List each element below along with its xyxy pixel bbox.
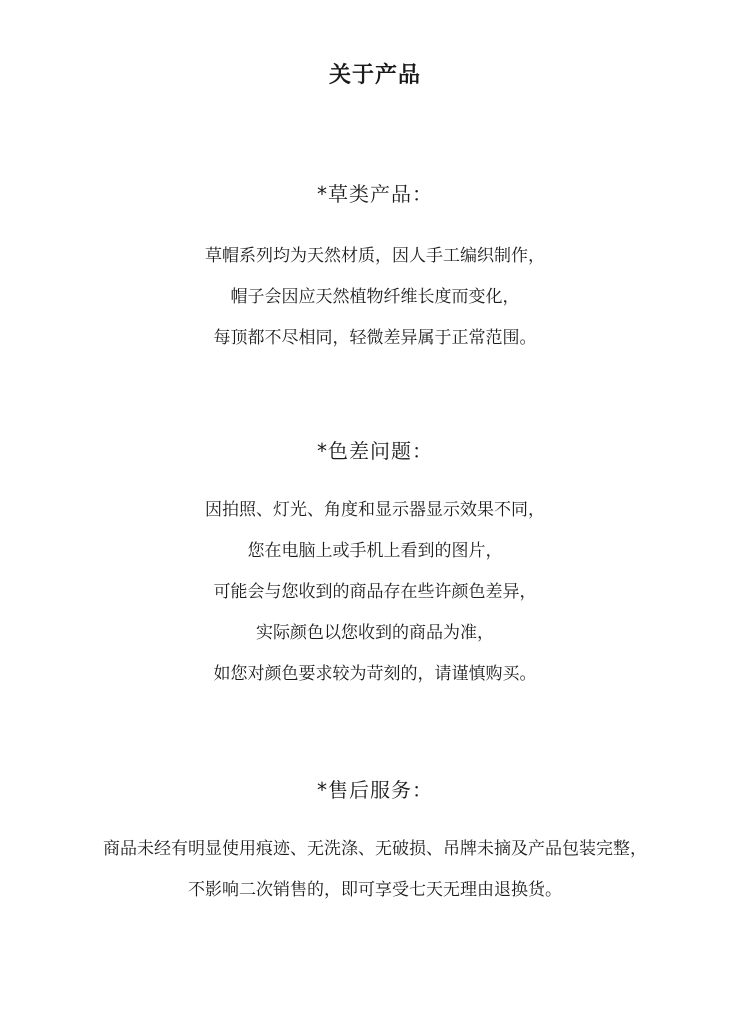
paragraph-line: 每顶都不尽相同，轻微差异属于正常范围。	[213, 328, 537, 348]
section-body-straw-products	[0, 242, 750, 365]
section-body-color-difference	[0, 496, 750, 701]
paragraph-line: 不影响二次销售的，即可享受七天无理由退换货。	[188, 880, 562, 900]
paragraph-line: 因拍照、灯光、角度和显示器显示效果不同，	[205, 500, 545, 520]
section-body-after-sales	[0, 835, 750, 917]
paragraph-line: 实际颜色以您收到的商品为准，	[256, 623, 494, 643]
paragraph-line: 您在电脑上或手机上看到的图片，	[247, 541, 503, 561]
section-heading-straw-products: *草类产品：	[317, 182, 433, 206]
section-heading-color-difference: *色差问题：	[317, 439, 433, 463]
paragraph-line: 可能会与您收到的商品存在些许颜色差异，	[213, 582, 537, 602]
page-title: 关于产品	[328, 63, 421, 88]
paragraph-line: 帽子会因应天然植物纤维长度而变化，	[230, 287, 520, 307]
paragraph-line: 商品未经有明显使用痕迹、无洗涤、无破损、吊牌未摘及产品包装完整，	[103, 839, 647, 859]
paragraph-line: 草帽系列均为天然材质，因人手工编织制作，	[205, 246, 545, 266]
section-heading-after-sales: *售后服务：	[317, 778, 433, 802]
paragraph-line: 如您对颜色要求较为苛刻的，请谨慎购买。	[213, 664, 537, 684]
